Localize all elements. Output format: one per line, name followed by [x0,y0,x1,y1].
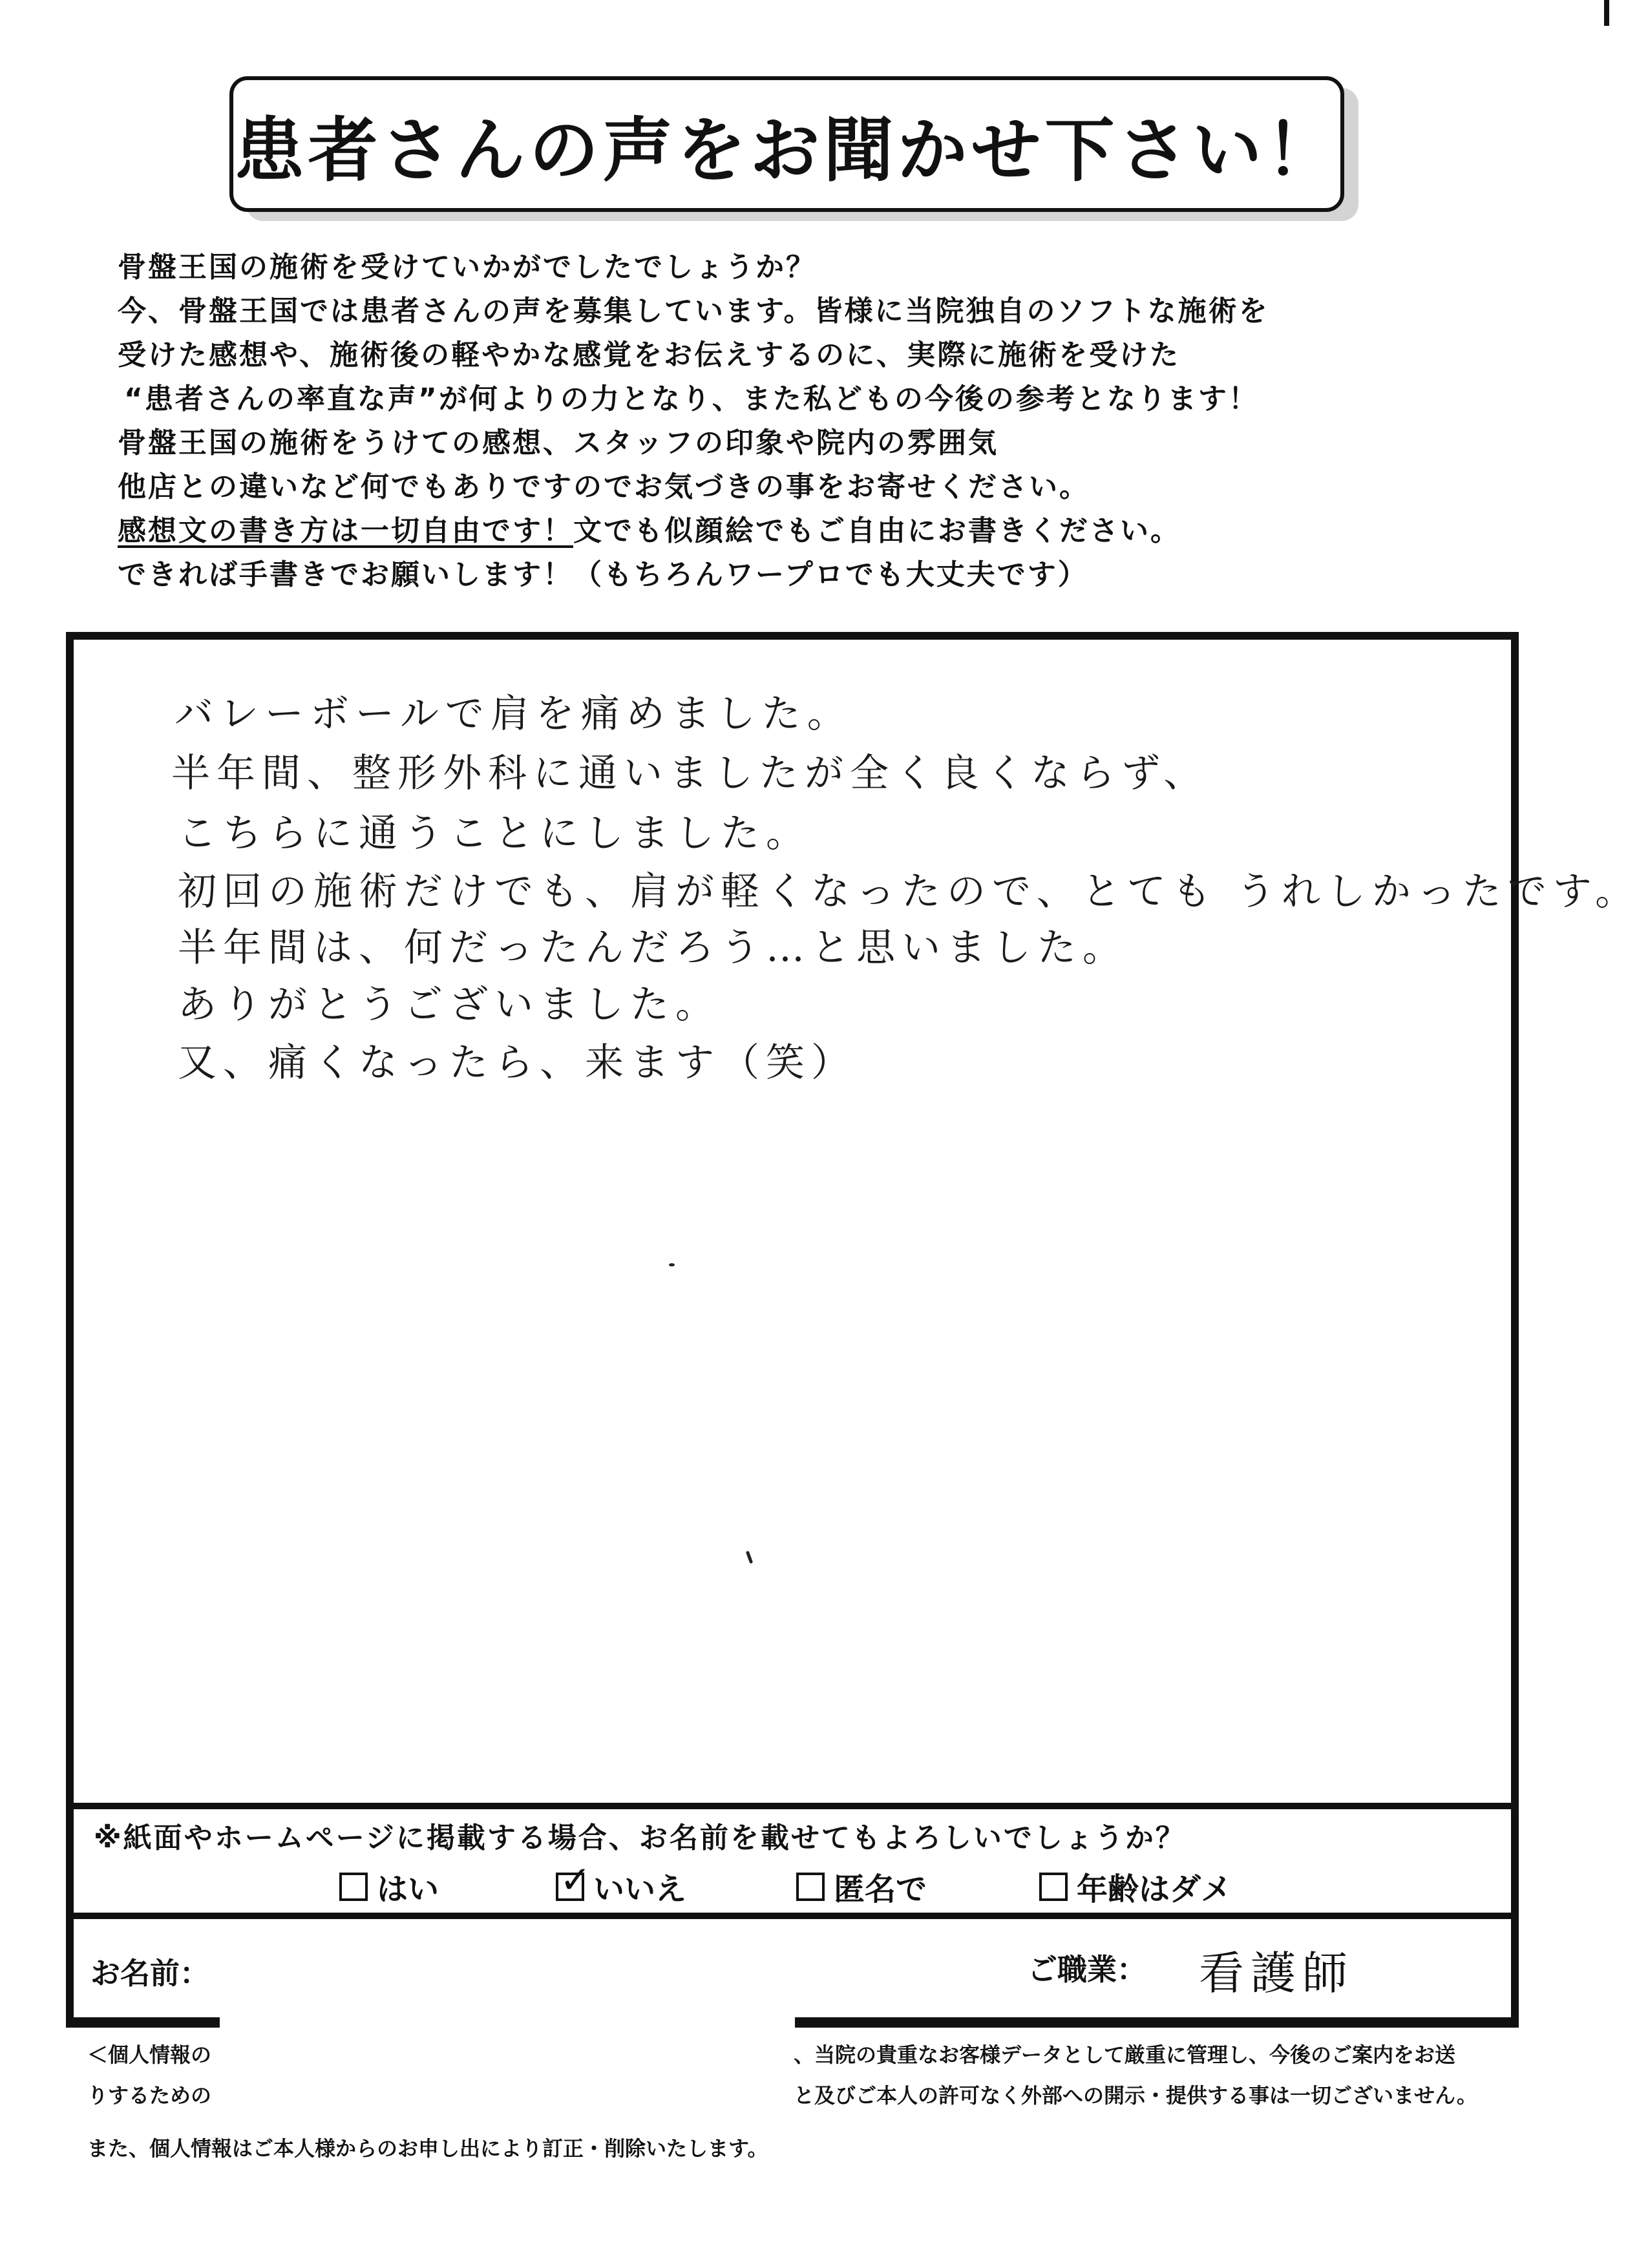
option-label: はい [377,1871,439,1907]
privacy-text: また、個人情報はご本人様からのお申し出により訂正・削除いたします。 [87,2136,768,2161]
comment-line: 初回の施術だけでも、肩が軽くなったので、とても うれしかったです。 [178,869,1641,914]
scan-edge-mark [1604,0,1609,26]
intro-emphasis: 感想文の書き方は一切自由です！ [118,514,573,547]
option-anonymous[interactable] [796,1864,927,1909]
occupation-label: ご職業： [1028,1952,1146,1987]
intro-line-rest: 文でも似顔絵でもご自由にお書きください。 [573,514,1181,547]
comment-line: 半年間、整形外科に通いましたが全く良くならず、 [171,751,1209,796]
option-label: 匿名で [834,1871,927,1907]
intro-line: “患者さんの率直な声”が何よりの力となり、また私どもの今後の参考となります！ [124,383,1259,415]
option-no-age[interactable] [1039,1864,1232,1909]
page-title: 患者さんの声をお聞かせ下さい！ [234,110,1340,191]
speck [669,1263,675,1266]
comment-line: こちらに通うことにしました。 [178,811,811,856]
option-label: いいえ [593,1871,687,1907]
privacy-text: ＜個人情報の [87,2042,212,2067]
intro-line: 他店との違いなど何でもありですのでお気づきの事をお寄せください。 [118,470,1090,503]
checkbox-no-age[interactable] [1039,1873,1068,1901]
option-no[interactable] [556,1857,687,1909]
privacy-text: と及びご本人の許可なく外部への開示・提供する事は一切ございません。 [794,2083,1477,2108]
checkbox-no[interactable] [556,1857,591,1902]
occupation-value: 看護師 [1199,1947,1354,2000]
comment-line: ありがとうございました。 [178,982,721,1027]
name-row-divider [66,1913,1519,1919]
comment-line: 半年間は、何だったんだろう…と思いました。 [178,925,1128,971]
privacy-text: 、当院の貴重なお客様データとして厳重に管理し、今後のご案内をお送 [794,2042,1456,2067]
option-label: 年齢はダメ [1077,1871,1232,1907]
consent-question: ※紙面やホームページに掲載する場合、お名前を載せてもよろしいでしょうか？ [94,1822,1186,1854]
option-yes[interactable] [339,1864,439,1909]
intro-line: 受けた感想や、施術後の軽やかな感覚をお伝えするのに、実際に施術を受けた [118,339,1181,372]
name-label: お名前： [90,1956,209,1991]
check-mark-icon: ✓ [560,1857,591,1902]
comment-line: バレーボールで肩を痛めました。 [174,691,852,737]
checkbox-anonymous[interactable] [796,1873,825,1901]
title-box [229,76,1344,212]
checkbox-yes[interactable] [339,1873,368,1901]
intro-line: できれば手書きでお願いします！（もちろんワープロでも大丈夫です） [118,558,1088,591]
intro-line: 今、骨盤王国では患者さんの声を募集しています。皆様に当院独自のソフトな施術を [118,295,1269,328]
comment-line: 又、痛くなったら、来ます（笑） [178,1040,856,1086]
consent-divider [66,1803,1519,1809]
redaction-mask [220,1919,795,2152]
intro-line: 骨盤王国の施術を受けていかがでしたでしょうか？ [118,251,816,284]
intro-line: 骨盤王国の施術をうけての感想、スタッフの印象や院内の雰囲気 [118,426,998,459]
intro-line [118,513,1181,549]
privacy-text: りするための [87,2083,212,2108]
